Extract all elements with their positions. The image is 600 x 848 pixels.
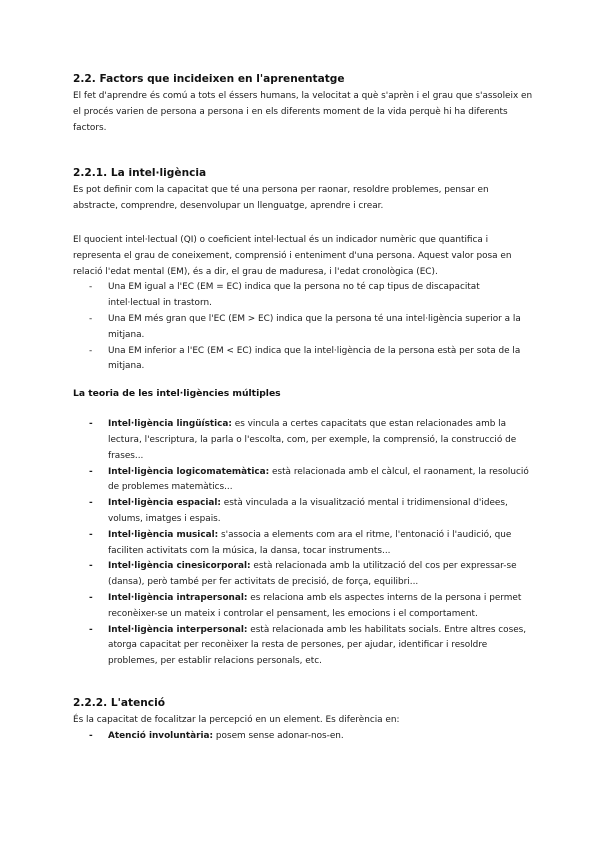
intelligences-list xyxy=(73,417,533,670)
list-item: - Intel·ligència intrapersonal: es relaciona amb els aspectes interns de la persona i permet reconèixer-se un mateix i controlar el pensament, les emocions i el comportament. xyxy=(89,592,522,619)
iq-paragraph: El quocient intel·lectual (QI) o coeficient intel·lectual és un indicador numèric que quantifica i representa el grau de coneixement, comprensió i enteniment d'una persona. Aquest valor posa en relació l'edat mental (EM), és a dir, el grau de maduresa, i l'edat cronològica (EC). xyxy=(73,234,512,277)
dash-bullet: - xyxy=(89,529,93,540)
multiple-intelligences-title: La teoria de les intel·ligències múltiples xyxy=(73,388,281,400)
dash-bullet: - xyxy=(89,466,93,477)
list-item: - Intel·ligència cinesicorporal: està relacionada amb la utilització del cos per expressar-se (dansa), però també per fer activitats de precisió, de força, equilibri... xyxy=(89,561,517,588)
section-2-2-2-title: 2.2.2. L'atenció xyxy=(73,696,165,709)
list-item: - Una EM igual a l'EC (EM = EC) indica que la persona no té cap tipus de discapacitat intel·lectual in trastorn. xyxy=(89,282,480,309)
spacer xyxy=(73,215,533,233)
dash-bullet: - xyxy=(89,561,93,572)
spacer xyxy=(73,136,533,166)
attention-paragraph: És la capacitat de focalitzar la percepció en un element. Es diferència en: xyxy=(73,714,400,725)
spacer xyxy=(73,375,533,387)
dash-bullet: - xyxy=(89,345,93,356)
list-item: - Intel·ligència logicomatemàtica: està relacionada amb el càlcul, el raonament, la resolució de problemes matemàtics... xyxy=(89,466,529,493)
list-item: - Intel·ligència lingüística: es vincula a certes capacitats que estan relacionades amb la lectura, l'escriptura, la parla o l'escolta, com, per exemple, la comprensió, la construcció de frases... xyxy=(89,419,517,461)
dash-bullet: - xyxy=(89,282,93,293)
dash-bullet: - xyxy=(89,498,93,509)
section-2-2-title: 2.2. Factors que incideixen en l'aprenentatge xyxy=(73,73,345,85)
iq-list xyxy=(73,280,533,375)
list-item: - Intel·ligència musical: s'associa a elements com ara el ritme, l'entonació i l'audició, que faciliten activitats com la música, la dansa, tocar instruments... xyxy=(89,529,512,556)
list-item: - Intel·ligència espacial: està vinculada a la visualització mental i tridimensional d'idees, volums, imatges i espais. xyxy=(89,498,508,524)
list-item: - Una EM més gran que l'EC (EM > EC) indica que la persona té una intel·ligència superior a la mitjana. xyxy=(89,313,521,340)
list-item: - Intel·ligència interpersonal: està relacionada amb les habilitats socials. Entre altres coses, atorga capacitat per reconèixer la resta de persones, per ajudar, identificar i resoldre problemes, per establir relacions personals, etc. xyxy=(89,624,527,667)
dash-bullet: - xyxy=(89,313,93,324)
spacer xyxy=(73,401,533,417)
section-2-2-1-title: 2.2.1. La intel·ligència xyxy=(73,167,207,180)
dash-bullet: - xyxy=(89,419,93,430)
spacer xyxy=(73,670,533,696)
document-content xyxy=(73,72,533,745)
dash-bullet: - xyxy=(89,592,93,603)
section-2-2-paragraph: El fet d'aprendre és comú a tots el éssers humans, la velocitat a què s'aprèn i el grau que s'assoleix en el procés varien de persona a persona i en els diferents moment de la vida perquè hi ha diferents factors. xyxy=(73,91,533,133)
intelligence-definition: Es pot definir com la capacitat que té una persona per raonar, resoldre problemes, pensar en abstracte, comprendre, desenvolupar un llenguatge, aprendre i crear. xyxy=(73,185,489,212)
attention-list xyxy=(73,729,533,745)
dash-bullet: - xyxy=(89,624,93,635)
list-item: - Una EM inferior a l'EC (EM < EC) indica que la intel·ligència de la persona està per sota de la mitjana. xyxy=(89,345,521,372)
list-item: - Atenció involuntària: posem sense adonar-nos-en. xyxy=(73,729,533,745)
dash-bullet: - xyxy=(89,730,93,741)
